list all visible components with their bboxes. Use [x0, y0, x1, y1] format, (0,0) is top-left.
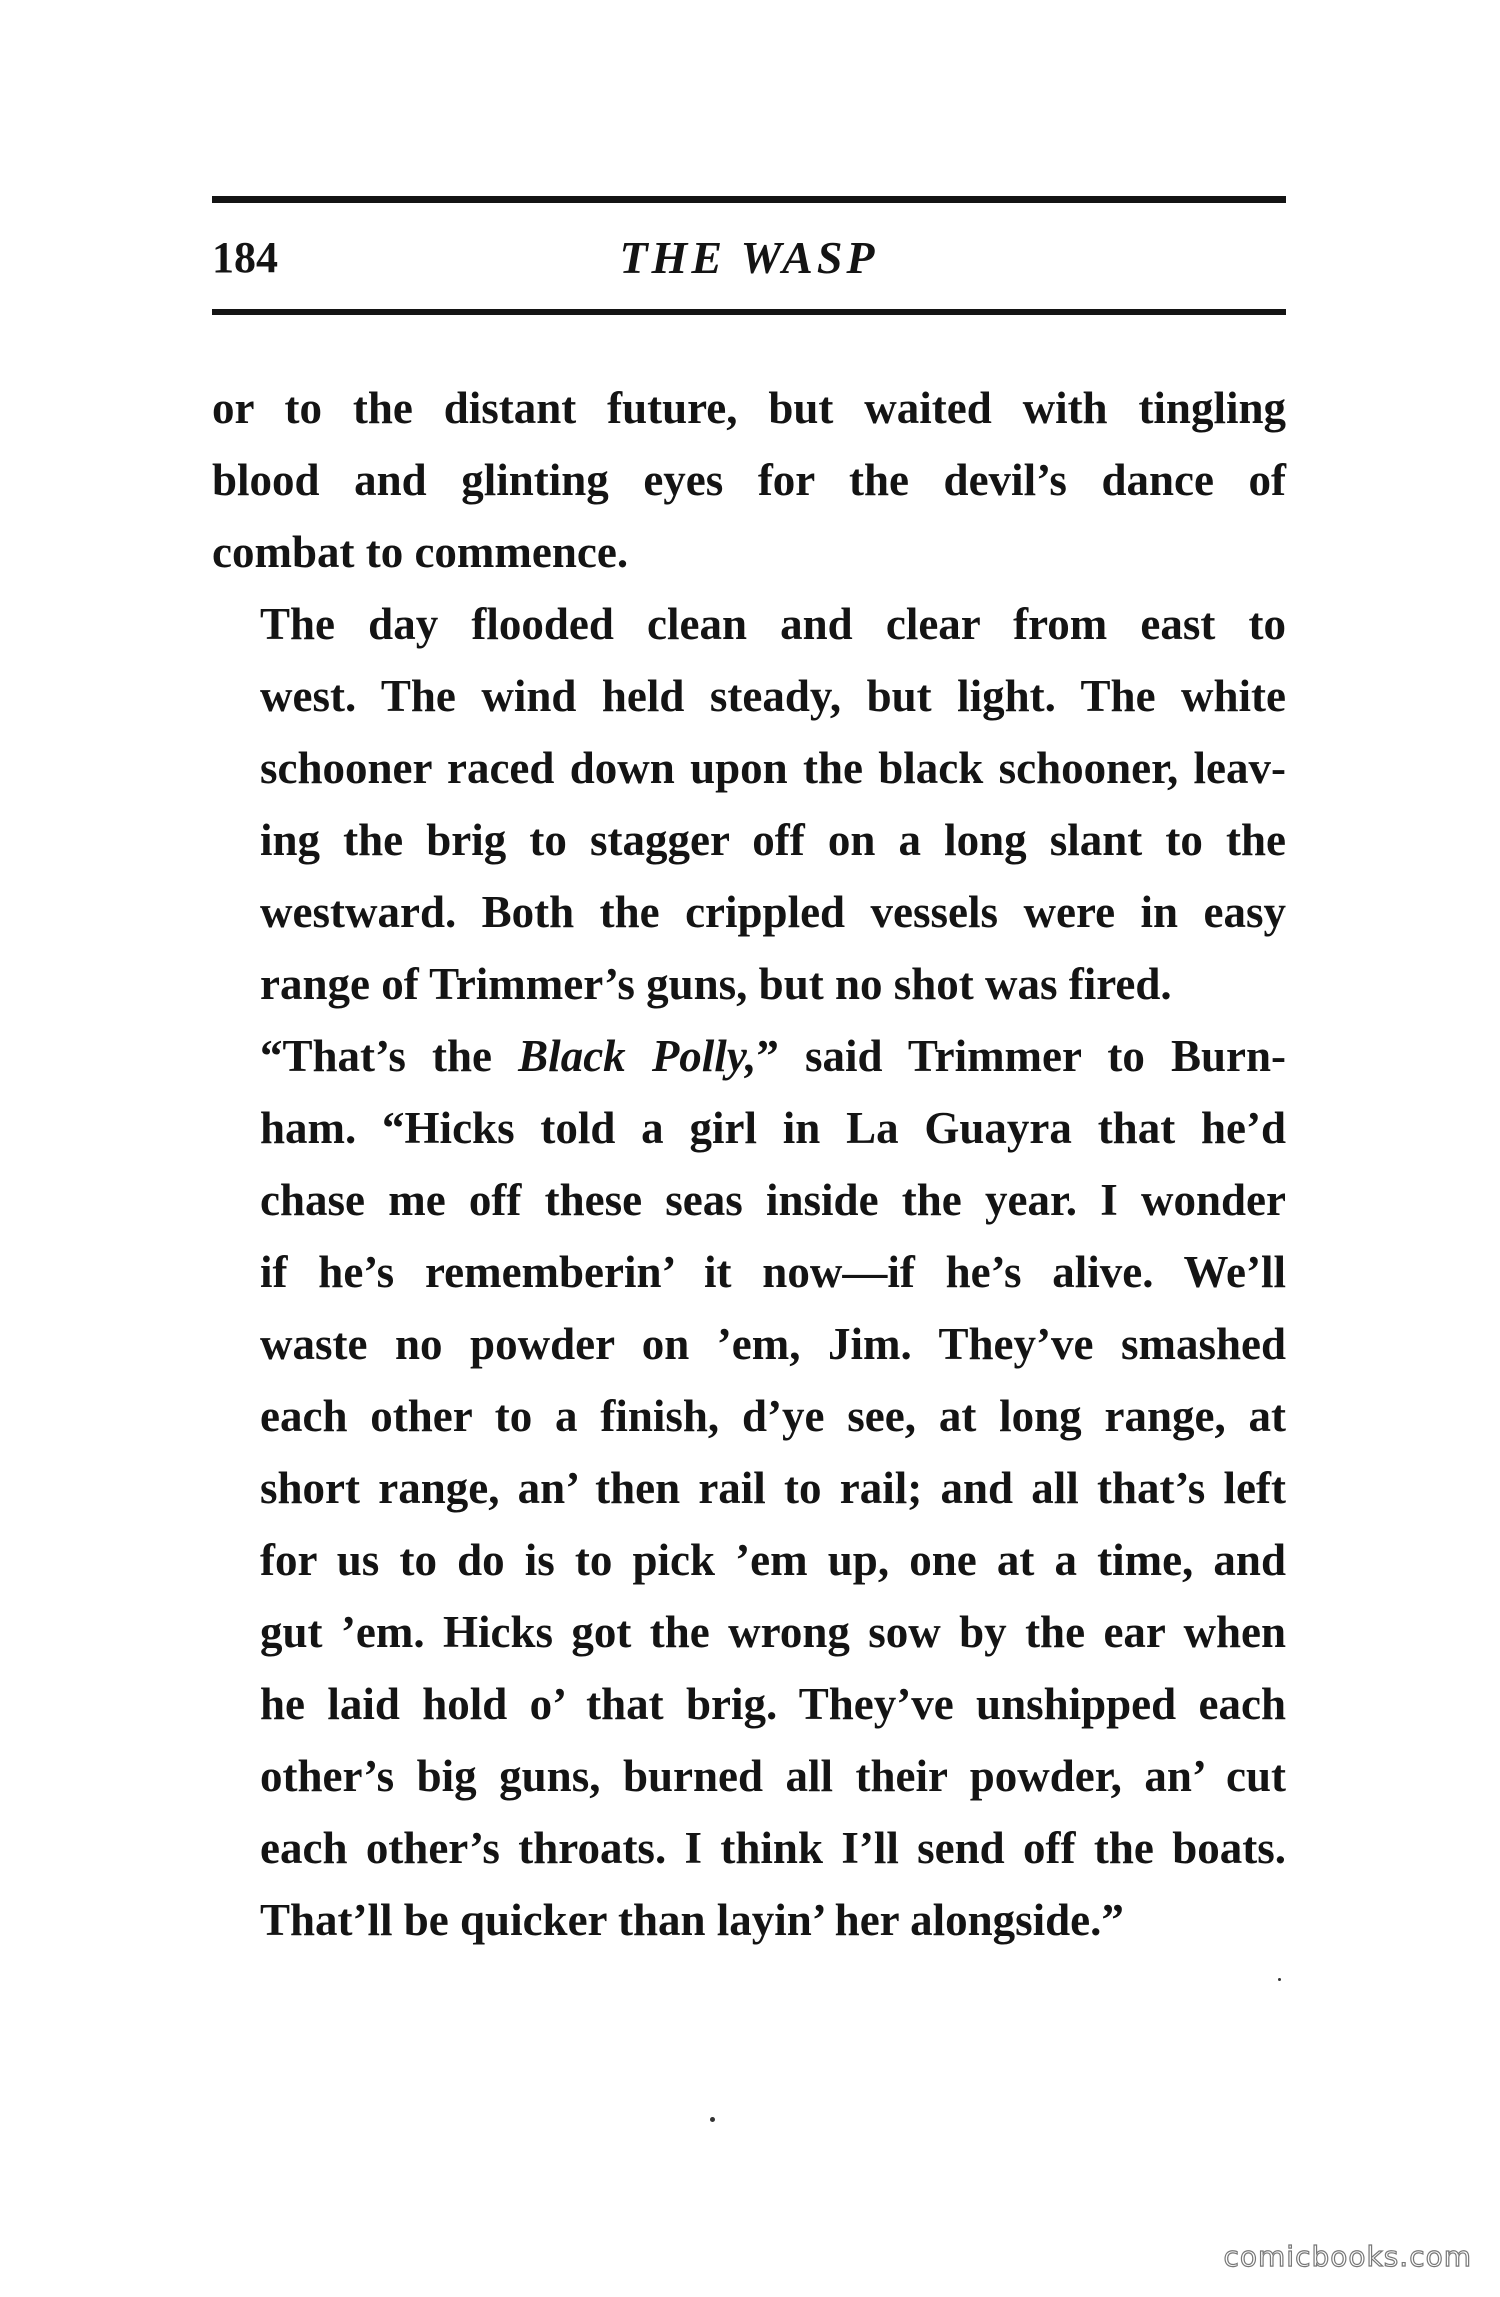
text-line: chase me off these seas inside the year. I wonder	[260, 1175, 1286, 1225]
stray-dot	[710, 2117, 715, 2122]
text-line: ing the brig to stagger off on a long slant to the	[260, 815, 1286, 865]
stray-dot	[1278, 1978, 1281, 1981]
text-line: short range, an’ then rail to rail; and all that’s left	[260, 1463, 1286, 1513]
header-rule-bottom	[212, 309, 1286, 315]
text-line: westward. Both the crippled vessels were in easy	[260, 887, 1286, 937]
text-line: each other to a finish, d’ye see, at long range, at	[260, 1391, 1286, 1441]
text-line: The day flooded clean and clear from east to	[260, 599, 1286, 649]
text-line: he laid hold o’ that brig. They’ve unshipped each	[260, 1679, 1286, 1729]
text-line: gut ’em. Hicks got the wrong sow by the ear when	[260, 1607, 1286, 1657]
text-line: combat to commence.	[212, 527, 629, 577]
paragraph-2	[212, 588, 1286, 1020]
running-title: THE WASP	[619, 232, 879, 283]
text-run: ” said Trimmer to Burn-	[756, 1031, 1287, 1081]
text-line-with-italic	[212, 1020, 1286, 1092]
watermark: comicbooks.com	[1223, 2240, 1472, 2273]
running-header	[212, 228, 1286, 288]
text-line: waste no powder on ’em, Jim. They’ve smashed	[260, 1319, 1286, 1369]
text-line: for us to do is to pick ’em up, one at a time, and	[260, 1535, 1286, 1585]
text-line: ham. “Hicks told a girl in La Guayra that he’d	[260, 1103, 1286, 1153]
text-line: blood and glinting eyes for the devil’s dance of	[212, 455, 1286, 505]
ship-name: Black Polly,	[518, 1031, 757, 1081]
page-number: 184	[212, 233, 278, 282]
text-line: schooner raced down upon the black schooner, leav-	[260, 743, 1286, 793]
text-line: each other’s throats. I think I’ll send off the boats.	[260, 1823, 1286, 1873]
text-line: or to the distant future, but waited with tingling	[212, 383, 1286, 433]
text-run: “That’s the	[260, 1031, 519, 1081]
text-line: range of Trimmer’s guns, but no shot was fired.	[260, 959, 1172, 1009]
text-line: west. The wind held steady, but light. The white	[260, 671, 1286, 721]
header-rule-top	[212, 196, 1286, 203]
paragraph-3	[212, 1020, 1286, 1956]
text-line: if he’s rememberin’ it now—if he’s alive. We’ll	[260, 1247, 1286, 1297]
body-text	[212, 372, 1286, 1956]
text-line: That’ll be quicker than layin’ her alongside.”	[260, 1895, 1124, 1945]
text-line: other’s big guns, burned all their powder, an’ cut	[260, 1751, 1286, 1801]
paragraph-1	[212, 372, 1286, 588]
